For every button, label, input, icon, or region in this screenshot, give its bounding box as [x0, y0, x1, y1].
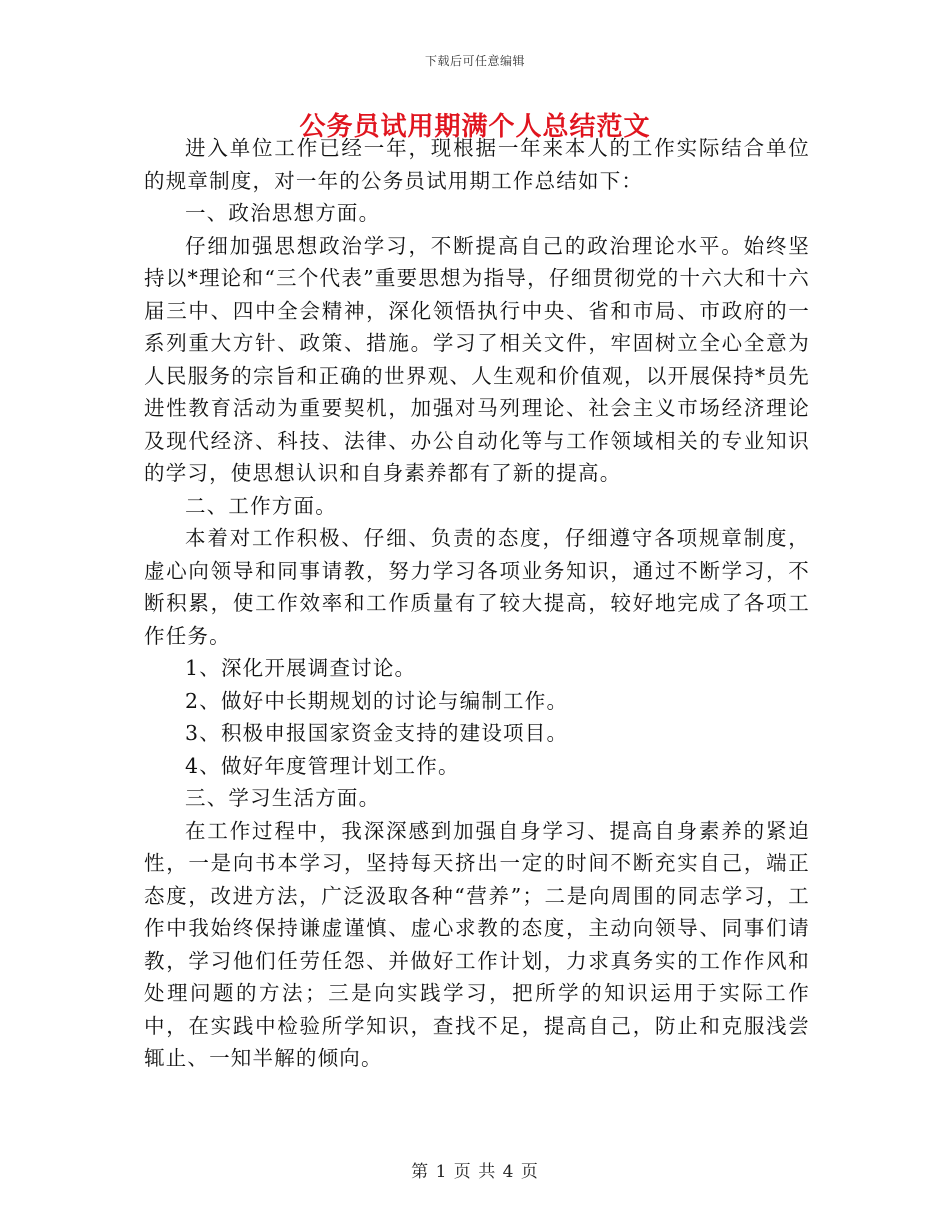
document-body: [144, 132, 810, 1075]
work-item-3: 3、积极申报国家资金支持的建设项目。: [185, 721, 569, 745]
work-item-2: 2、做好中长期规划的讨论与编制工作。: [185, 688, 569, 713]
work-item-1: 1、深化开展调查讨论。: [185, 656, 417, 680]
study-paragraph: 在工作过程中，我深深感到加强自身学习、提高自身素养的紧迫性，一是向书本学习，坚持每天挤出一定的时间不断充实自己，端正态度，改进方法，广泛汲取各种“营养”；二是向周围的同志学习，工作中我始终保持谦虚谨慎、虚心求教的态度，主动向领导、同事们请教，学习他们任劳任怨、并做好工作计划，力求真务实的工作作风和处理问题的方法；三是向实践学习，把所学的知识运用于实际工作中，在实践中检验所学知识，查找不足，提高自己，防止和克服浅尝辄止、一知半解的倾向。: [144, 818, 810, 1070]
work-paragraph: 本着对工作积极、仔细、负责的态度，仔细遵守各项规章制度，虚心向领导和同事请教，努力学习各项业务知识，通过不断学习，不断积累，使工作效率和工作质量有了较大提高，较好地完成了各项工作任务。: [144, 526, 810, 648]
section-heading-politics: 一、政治思想方面。: [185, 201, 381, 225]
page-footer: 第 1 页 共 4 页: [411, 1162, 539, 1182]
work-item-4: 4、做好年度管理计划工作。: [185, 753, 460, 778]
section-heading-work: 二、工作方面。: [185, 493, 337, 518]
header-note: 下载后可任意编辑: [424, 54, 525, 68]
intro-paragraph: 进入单位工作已经一年，现根据一年来本人的工作实际结合单位的规章制度，对一年的公务员试用期工作总结如下：: [144, 136, 810, 193]
document-title: 公务员试用期满个人总结范文: [299, 112, 651, 142]
section-heading-study: 三、学习生活方面。: [185, 786, 381, 810]
politics-paragraph: 仔细加强思想政治学习，不断提高自己的政治理论水平。始终坚持以*理论和“三个代表”重要思想为指导，仔细贯彻党的十六大和十六届三中、四中全会精神，深化领悟执行中央、省和市局、市政府的一系列重大方针、政策、措施。学习了相关文件，牢固树立全心全意为人民服务的宗旨和正确的世界观、人生观和价值观，以开展保持*员先进性教育活动为重要契机，加强对马列理论、社会主义市场经济理论及现代经济、科技、法律、办公自动化等与工作领域相关的专业知识的学习，使思想认识和自身素养都有了新的提高。: [144, 233, 810, 485]
